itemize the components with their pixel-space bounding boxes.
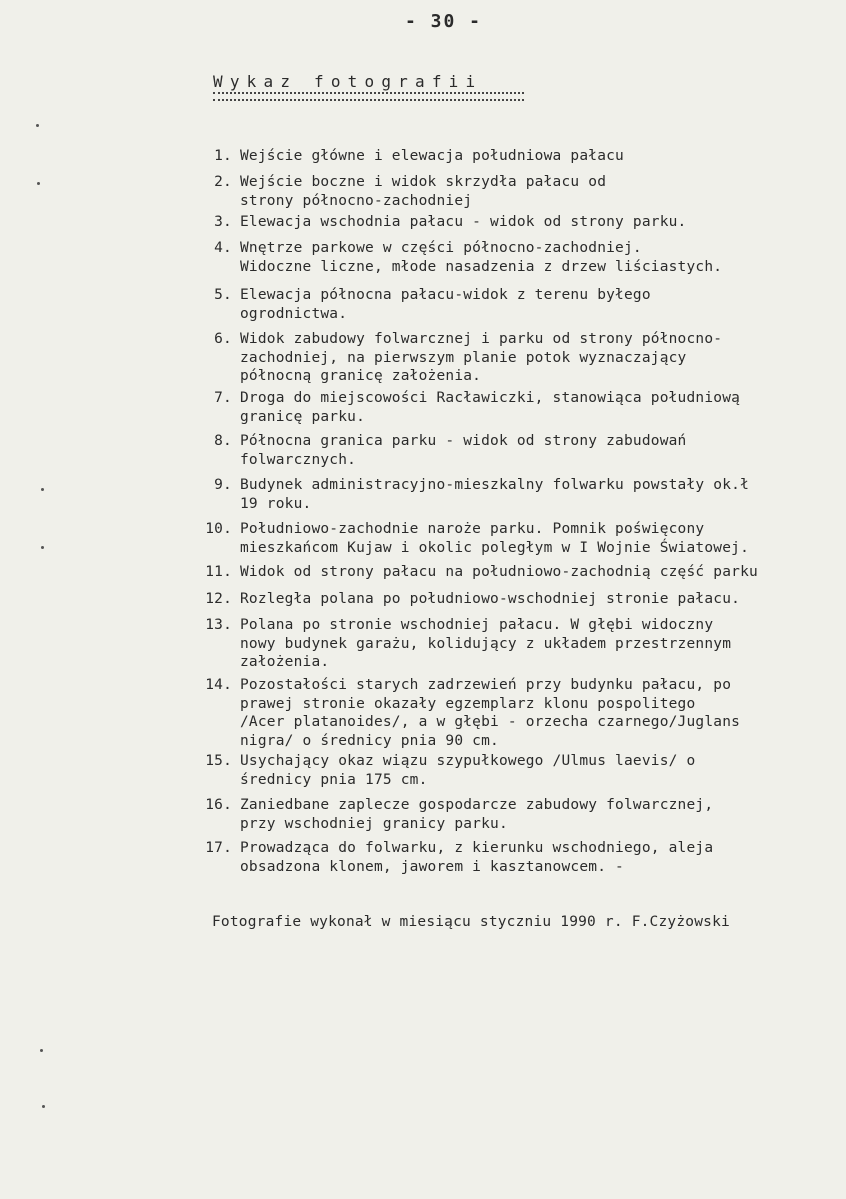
- list-item: [186, 590, 740, 609]
- list-item-number: 12.: [205, 591, 232, 607]
- list-item-text-line: 19 roku.: [240, 495, 312, 512]
- list-item-text-line: Rozległa polana po południowo-wschodniej stronie pałacu.: [240, 591, 741, 607]
- list-item: [186, 330, 722, 386]
- list-item-text-line: Widoczne liczne, młode nasadzenia z drzew liściastych.: [240, 258, 723, 275]
- list-item-number: 1.: [214, 148, 232, 164]
- photo-credit: Fotografie wykonał w miesiącu styczniu 1990 r. F.Czyżowski: [212, 914, 730, 930]
- margin-mark: [40, 1049, 43, 1052]
- list-item-number: 16.: [205, 797, 232, 813]
- list-item-text-line: północną granicę założenia.: [240, 368, 482, 384]
- list-item-text-line: Polana po stronie wschodniej pałacu. W głębi widoczny: [240, 617, 714, 633]
- list-item-text-line: Prowadząca do folwarku, z kierunku wschodniego, aleja: [240, 840, 714, 856]
- list-item-number: 9.: [214, 477, 232, 493]
- list-item-number: 2.: [214, 174, 232, 190]
- list-item: [186, 389, 740, 426]
- list-item-text-line: Budynek administracyjno-mieszkalny folwarku powstały ok.ł: [240, 477, 749, 493]
- list-item-text-line: Droga do miejscowości Racławiczki, stanowiąca południową: [240, 390, 741, 406]
- list-item: [186, 616, 731, 672]
- list-item: [186, 796, 713, 833]
- list-item-text-line: prawej stronie okazały egzemplarz klonu pospolitego: [240, 695, 696, 712]
- list-item-number: 17.: [205, 840, 232, 856]
- list-item-number: 10.: [205, 521, 232, 537]
- list-item: [186, 752, 695, 789]
- list-item: [186, 173, 606, 210]
- list-item: [186, 213, 687, 232]
- list-item-text-line: Widok od strony pałacu na południowo-zachodnią część parku: [240, 564, 758, 580]
- list-item: [186, 239, 722, 276]
- list-item-text-line: Elewacja północna pałacu-widok z terenu byłego: [240, 287, 651, 303]
- list-item-text-line: nigra/ o średnicy pnia 90 cm.: [240, 732, 499, 749]
- list-item-text-line: Północna granica parku - widok od strony zabudowań: [240, 433, 687, 449]
- page-number: - 30 -: [405, 11, 483, 32]
- list-item-text-line: Wnętrze parkowe w części północno-zachodniej.: [240, 240, 642, 256]
- list-item-text-line: strony północno-zachodniej: [240, 192, 473, 209]
- list-item-text-line: Wejście boczne i widok skrzydła pałacu od: [240, 174, 607, 190]
- list-item-text-line: Wejście główne i elewacja południowa pałacu: [240, 148, 624, 164]
- margin-mark: [42, 1105, 45, 1108]
- list-item-text-line: Widok zabudowy folwarcznej i parku od strony północno-: [240, 331, 723, 347]
- list-item: [186, 286, 651, 323]
- list-item-text-line: założenia.: [240, 654, 330, 670]
- list-item: [186, 147, 624, 166]
- margin-mark: [41, 488, 44, 491]
- list-item-text-line: Południowo-zachodnie naroże parku. Pomnik poświęcony: [240, 521, 705, 537]
- list-item-text-line: średnicy pnia 175 cm.: [240, 771, 428, 788]
- list-item-text-line: przy wschodniej granicy parku.: [240, 815, 508, 832]
- list-item-text-line: Pozostałości starych zadrzewień przy budynku pałacu, po: [240, 677, 732, 693]
- list-item-text-line: nowy budynek garażu, kolidujący z układem przestrzennym: [240, 635, 732, 652]
- margin-mark: [37, 182, 40, 185]
- list-item-text-line: mieszkańcom Kujaw i okolic poległym w I Wojnie Światowej.: [240, 539, 749, 556]
- list-item-number: 8.: [214, 433, 232, 449]
- list-item-number: 14.: [205, 677, 232, 693]
- list-item: [186, 563, 758, 582]
- list-item: [186, 839, 713, 876]
- list-item: [186, 676, 740, 750]
- list-item-number: 11.: [205, 564, 232, 580]
- list-item-text-line: zachodniej, na pierwszym planie potok wyznaczający: [240, 349, 687, 366]
- list-item-text-line: obsadzona klonem, jaworem i kasztanowcem. -: [240, 858, 624, 875]
- list-item: [186, 432, 687, 469]
- document-title: Wykaz fotografii: [213, 72, 483, 91]
- list-item-number: 7.: [214, 390, 232, 406]
- list-item-number: 13.: [205, 617, 232, 633]
- list-item: [186, 520, 749, 557]
- list-item-number: 3.: [214, 214, 232, 230]
- list-item-text-line: ogrodnictwa.: [240, 305, 348, 322]
- title-underline: [213, 92, 524, 101]
- list-item-number: 5.: [214, 287, 232, 303]
- list-item-text-line: Elewacja wschodnia pałacu - widok od strony parku.: [240, 214, 687, 230]
- list-item-number: 4.: [214, 240, 232, 256]
- margin-mark: [41, 546, 44, 549]
- list-item-number: 15.: [205, 753, 232, 769]
- list-item-text-line: granicę parku.: [240, 408, 366, 425]
- list-item-text-line: Usychający okaz wiązu szypułkowego /Ulmus laevis/ o: [240, 753, 696, 769]
- list-item-text-line: /Acer platanoides/, a w głębi - orzecha czarnego/Juglans: [240, 714, 741, 730]
- list-item: [186, 476, 749, 513]
- list-item-text-line: Zaniedbane zaplecze gospodarcze zabudowy folwarcznej,: [240, 797, 714, 813]
- list-item-number: 6.: [214, 331, 232, 347]
- list-item-text-line: folwarcznych.: [240, 451, 357, 468]
- margin-mark: [36, 124, 39, 127]
